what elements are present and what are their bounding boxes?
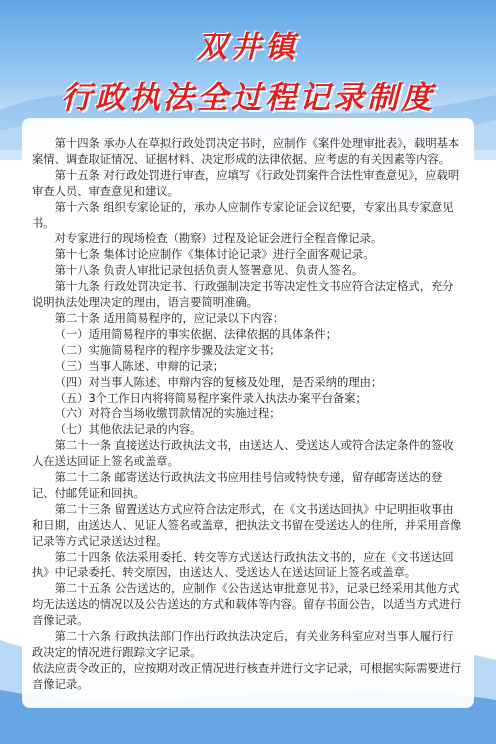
paragraph-article-25: 第二十五条 公告送达的，应制作《公告送达审批意见书》，记录已经采用其他方式均无法送达的情况以及公告送达的方式和载体等内容。留存书面公告，以适当方式进行音像记录。 bbox=[32, 582, 462, 628]
list-item: （七）其他依法记录的内容。 bbox=[54, 423, 202, 437]
paragraph-article-26: 第二十六条 行政执法部门作出行政执法决定后，有关业务科室应对当事人履行行政决定的情况进行跟踪文字记录。 bbox=[32, 630, 454, 659]
paragraph-article-17: 第十七条 集体讨论应制作《集体讨论记录》进行全面客观记录。 bbox=[54, 248, 375, 262]
paragraph-article-23: 第二十三条 留置送达方式应符合法定形式，在《文书送达回执》中记明拒收事由和日期，由送达人、见证人签名或盖章，把执法文书留在受送达人的住所，并采用音像记录等方式记录送达过程。 bbox=[32, 502, 462, 548]
title-regulation-name: 行政执法全过程记录制度 bbox=[61, 80, 435, 116]
list-item: （三）当事人陈述、申辩的记录； bbox=[54, 359, 225, 373]
list-item: （五）3个工作日内将将简易程序案件录入执法办案平台备案； bbox=[54, 391, 367, 405]
paragraph-article-18: 第十八条 负责人审批记录包括负责人签署意见、负责人签名。 bbox=[54, 264, 364, 278]
title-town-name: 双井镇 bbox=[197, 30, 299, 65]
paragraph-article-15: 第十五条 对行政处罚进行审查，应填写《行政处罚案件合法性审查意见》，应载明审查人员、审查意见和建议。 bbox=[32, 168, 460, 198]
list-item: （一）适用简易程序的事实依据、法律依据的具体条件； bbox=[54, 327, 338, 341]
paragraph-article-21: 第二十一条 直接送达行政执法文书，由送达人、受送达人或符合法定条件的签收人在送达回证上签名或盖章。 bbox=[32, 439, 454, 469]
paragraph-expert-inspection: 对专家进行的现场检查（勘察）过程及论证会进行全程音像记录。 bbox=[54, 232, 383, 246]
paragraph-article-20: 第二十条 适用简易程序的，应记录以下内容： bbox=[54, 311, 285, 325]
list-item: （六）对符合当场收缴罚款情况的实施过程； bbox=[54, 407, 281, 421]
list-item: （四）对当事人陈述、申辩内容的复核及处理，是否采纳的理由； bbox=[54, 375, 383, 389]
regulation-body bbox=[32, 136, 464, 693]
paragraph-article-14: 第十四条 承办人在草拟行政处罚决定书时，应制作《案件处理审批表》，载明基本案情、调查取证情况、证据材料、决定形成的法律依据、应考虑的有关因素等内容。 bbox=[32, 137, 460, 166]
paragraph-article-19: 第十九条 行政处罚决定书、行政强制决定书等决定性文书应符合法定格式，充分说明执法处理决定的理由，语言要简明准确。 bbox=[32, 280, 454, 310]
paragraph-article-22: 第二十二条 邮寄送达行政执法文书应用挂号信或特快专递，留存邮寄送达的登记、付邮凭证和回执。 bbox=[32, 471, 443, 500]
list-item: （二）实施简易程序的程序步骤及法定文书； bbox=[54, 343, 281, 357]
paragraph-article-16: 第十六条 组织专家论证的，承办人应制作专家论证会议纪要，专家出具专家意见书。 bbox=[32, 200, 454, 230]
paragraph-closing: 依法应责令改正的，应按期对改正情况进行核查并进行文字记录，可根据实际需要进行音像记录。 bbox=[32, 661, 462, 691]
paragraph-article-24: 第二十四条 依法采用委托、转交等方式送达行政执法文书的，应在《文书送达回执》中记录委托、转交原因，由送达人、受送达人在送达回证上签名或盖章。 bbox=[32, 550, 454, 580]
